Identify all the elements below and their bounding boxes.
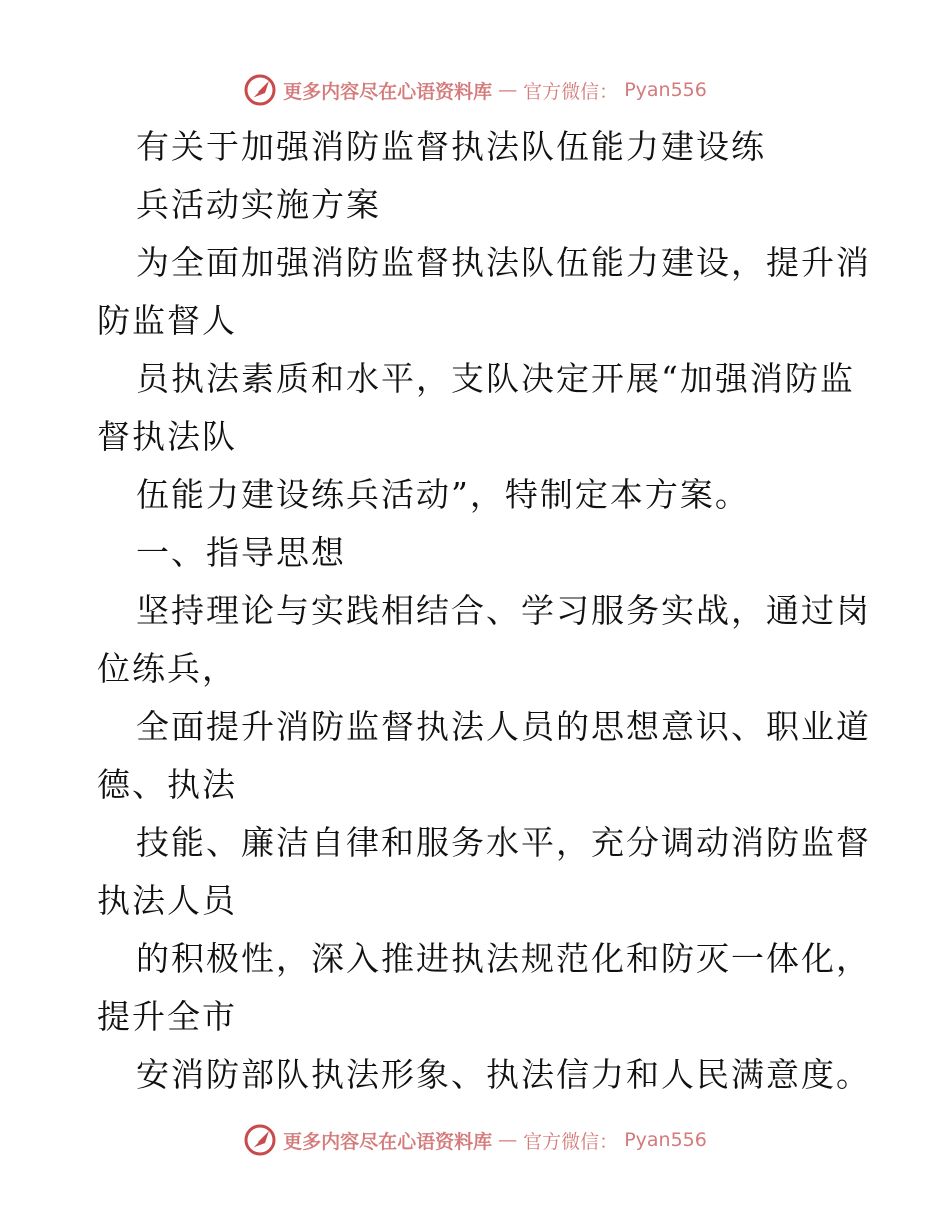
document-line: 有关于加强消防监督执法队伍能力建设练 [136, 127, 766, 166]
watermark-wechat-id: Pyan556 [624, 79, 707, 101]
document-body [0, 118, 950, 1104]
document-line: 坚持理论与实践相结合、学习服务实战，通过岗 [136, 591, 871, 630]
document-line: 为全面加强消防监督执法队伍能力建设，提升消 [136, 243, 871, 282]
watermark-separator: — [498, 79, 518, 101]
watermark-wechat-label: 官方微信： [523, 80, 619, 103]
watermark-site-text: 更多内容尽在心语资料库 [283, 1130, 493, 1153]
document-line: 一、指导思想 [136, 533, 346, 572]
document-line: 技能、廉洁自律和服务水平，充分调动消防监督 [136, 823, 871, 862]
watermark-separator: — [498, 1129, 518, 1151]
quill-logo-icon [243, 1123, 277, 1157]
footer-watermark [0, 1120, 950, 1160]
document-line: 位练兵， [97, 649, 237, 688]
document-line: 防监督人 [97, 301, 237, 340]
watermark-wechat-label: 官方微信： [523, 1130, 619, 1153]
document-line: 督执法队 [97, 417, 237, 456]
document-line: 伍能力建设练兵活动”，特制定本方案。 [136, 475, 750, 514]
document-line: 兵活动实施方案 [136, 185, 381, 224]
header-watermark [0, 70, 950, 110]
watermark-site-text: 更多内容尽在心语资料库 [283, 80, 493, 103]
document-line: 德、执法 [97, 765, 237, 804]
quill-logo-icon [243, 73, 277, 107]
document-line: 全面提升消防监督执法人员的思想意识、职业道 [136, 707, 871, 746]
document-line: 提升全市 [97, 997, 237, 1036]
watermark-wechat-id: Pyan556 [624, 1129, 707, 1151]
document-line: 执法人员 [97, 881, 237, 920]
document-line: 安消防部队执法形象、执法信力和人民满意度。 [136, 1055, 871, 1094]
document-line: 的积极性，深入推进执法规范化和防灭一体化， [136, 939, 871, 978]
document-line: 员执法素质和水平，支队决定开展“加强消防监 [136, 359, 855, 398]
